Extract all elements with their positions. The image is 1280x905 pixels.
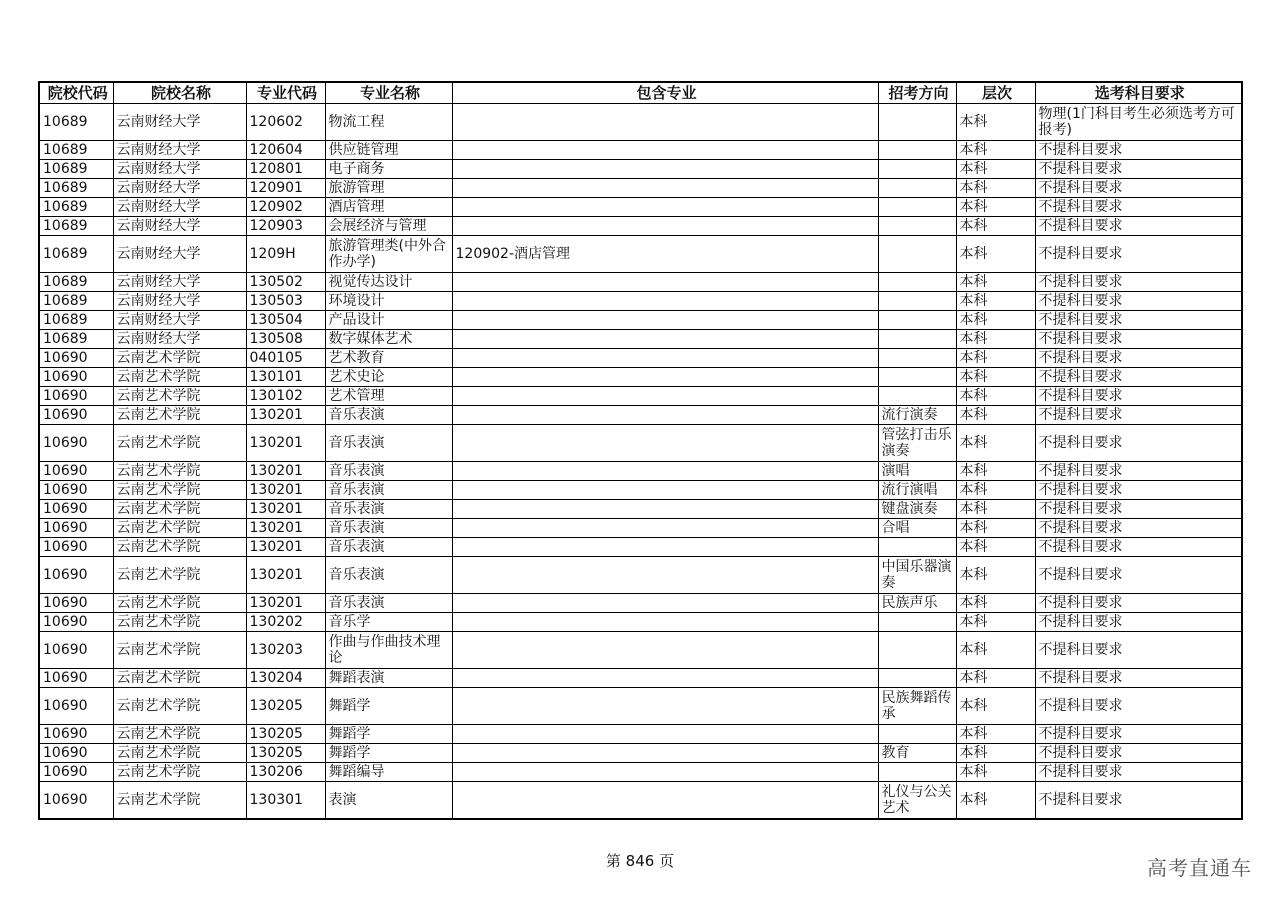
table-row [39, 744, 1242, 763]
cell-major-name: 旅游管理 [325, 179, 452, 198]
cell-direction [878, 311, 956, 330]
cell-included-majors [452, 613, 878, 632]
cell-subject-requirement: 不提科目要求 [1035, 669, 1242, 688]
col-header-school-name: 院校名称 [113, 82, 246, 104]
table-row [39, 462, 1242, 481]
cell-level: 本科 [956, 782, 1035, 820]
cell-major-name: 舞蹈学 [325, 688, 452, 725]
cell-direction [878, 273, 956, 292]
cell-subject-requirement: 不提科目要求 [1035, 632, 1242, 669]
cell-level: 本科 [956, 538, 1035, 557]
cell-level: 本科 [956, 519, 1035, 538]
cell-direction: 民族舞蹈传承 [878, 688, 956, 725]
table-row [39, 273, 1242, 292]
cell-major-code: 130502 [246, 273, 325, 292]
cell-direction [878, 217, 956, 236]
cell-subject-requirement: 物理(1门科目考生必须选考方可报考) [1035, 104, 1242, 141]
cell-subject-requirement: 不提科目要求 [1035, 179, 1242, 198]
cell-major-name: 环境设计 [325, 292, 452, 311]
cell-level: 本科 [956, 311, 1035, 330]
cell-major-name: 产品设计 [325, 311, 452, 330]
cell-direction [878, 368, 956, 387]
cell-major-code: 120901 [246, 179, 325, 198]
cell-direction: 演唱 [878, 462, 956, 481]
cell-school-code: 10689 [39, 330, 113, 349]
cell-school-name: 云南艺术学院 [113, 349, 246, 368]
cell-included-majors [452, 632, 878, 669]
table-row [39, 198, 1242, 217]
cell-direction: 合唱 [878, 519, 956, 538]
cell-school-code: 10690 [39, 557, 113, 594]
cell-major-name: 舞蹈学 [325, 744, 452, 763]
cell-subject-requirement: 不提科目要求 [1035, 763, 1242, 782]
cell-major-name: 数字媒体艺术 [325, 330, 452, 349]
cell-included-majors [452, 594, 878, 613]
cell-major-name: 音乐表演 [325, 406, 452, 425]
cell-school-name: 云南艺术学院 [113, 462, 246, 481]
cell-subject-requirement: 不提科目要求 [1035, 594, 1242, 613]
cell-major-name: 音乐学 [325, 613, 452, 632]
table-row [39, 613, 1242, 632]
cell-level: 本科 [956, 406, 1035, 425]
cell-major-code: 120903 [246, 217, 325, 236]
cell-subject-requirement: 不提科目要求 [1035, 406, 1242, 425]
table-row [39, 763, 1242, 782]
cell-school-name: 云南财经大学 [113, 273, 246, 292]
cell-major-code: 130201 [246, 557, 325, 594]
cell-school-code: 10690 [39, 744, 113, 763]
cell-subject-requirement: 不提科目要求 [1035, 311, 1242, 330]
cell-level: 本科 [956, 613, 1035, 632]
col-header-included-majors: 包含专业 [452, 82, 878, 104]
cell-included-majors [452, 160, 878, 179]
cell-direction [878, 669, 956, 688]
cell-school-name: 云南艺术学院 [113, 500, 246, 519]
col-header-school-code: 院校代码 [39, 82, 113, 104]
table-row [39, 594, 1242, 613]
cell-major-code: 120604 [246, 141, 325, 160]
cell-subject-requirement: 不提科目要求 [1035, 538, 1242, 557]
cell-subject-requirement: 不提科目要求 [1035, 782, 1242, 820]
cell-subject-requirement: 不提科目要求 [1035, 725, 1242, 744]
cell-school-name: 云南艺术学院 [113, 368, 246, 387]
cell-major-code: 130503 [246, 292, 325, 311]
cell-subject-requirement: 不提科目要求 [1035, 387, 1242, 406]
cell-included-majors [452, 141, 878, 160]
cell-school-name: 云南财经大学 [113, 160, 246, 179]
table-row [39, 104, 1242, 141]
cell-major-name: 音乐表演 [325, 519, 452, 538]
cell-major-code: 130203 [246, 632, 325, 669]
cell-major-code: 1209H [246, 236, 325, 273]
table-row [39, 688, 1242, 725]
cell-subject-requirement: 不提科目要求 [1035, 462, 1242, 481]
cell-major-name: 舞蹈学 [325, 725, 452, 744]
cell-major-code: 130504 [246, 311, 325, 330]
cell-school-code: 10689 [39, 104, 113, 141]
cell-school-code: 10689 [39, 160, 113, 179]
cell-school-code: 10690 [39, 725, 113, 744]
cell-major-name: 电子商务 [325, 160, 452, 179]
cell-level: 本科 [956, 198, 1035, 217]
cell-major-name: 酒店管理 [325, 198, 452, 217]
cell-school-name: 云南财经大学 [113, 179, 246, 198]
cell-included-majors [452, 782, 878, 820]
cell-direction: 中国乐器演奏 [878, 557, 956, 594]
cell-school-name: 云南艺术学院 [113, 406, 246, 425]
cell-direction [878, 179, 956, 198]
cell-included-majors [452, 538, 878, 557]
cell-major-code: 130201 [246, 425, 325, 462]
cell-school-code: 10690 [39, 594, 113, 613]
col-header-subject-requirement: 选考科目要求 [1035, 82, 1242, 104]
cell-major-code: 130301 [246, 782, 325, 820]
cell-major-code: 130205 [246, 688, 325, 725]
cell-direction: 民族声乐 [878, 594, 956, 613]
cell-major-code: 130508 [246, 330, 325, 349]
cell-direction [878, 292, 956, 311]
cell-included-majors [452, 330, 878, 349]
cell-school-code: 10690 [39, 481, 113, 500]
cell-school-code: 10690 [39, 387, 113, 406]
col-header-major-name: 专业名称 [325, 82, 452, 104]
cell-level: 本科 [956, 104, 1035, 141]
admission-table-container [38, 81, 1241, 820]
cell-school-code: 10689 [39, 198, 113, 217]
cell-subject-requirement: 不提科目要求 [1035, 349, 1242, 368]
cell-included-majors [452, 481, 878, 500]
cell-included-majors [452, 519, 878, 538]
cell-school-code: 10689 [39, 141, 113, 160]
cell-included-majors [452, 744, 878, 763]
cell-major-code: 040105 [246, 349, 325, 368]
cell-included-majors [452, 406, 878, 425]
cell-school-code: 10690 [39, 406, 113, 425]
cell-major-name: 表演 [325, 782, 452, 820]
cell-school-name: 云南财经大学 [113, 292, 246, 311]
table-row [39, 141, 1242, 160]
cell-major-code: 130201 [246, 519, 325, 538]
cell-direction [878, 387, 956, 406]
cell-school-name: 云南财经大学 [113, 217, 246, 236]
table-row [39, 217, 1242, 236]
cell-level: 本科 [956, 688, 1035, 725]
cell-major-name: 舞蹈表演 [325, 669, 452, 688]
cell-included-majors [452, 217, 878, 236]
cell-school-code: 10690 [39, 500, 113, 519]
cell-direction [878, 236, 956, 273]
cell-direction [878, 160, 956, 179]
page-number: 第 846 页 [605, 852, 675, 870]
cell-level: 本科 [956, 141, 1035, 160]
cell-direction [878, 330, 956, 349]
cell-subject-requirement: 不提科目要求 [1035, 557, 1242, 594]
cell-school-code: 10689 [39, 292, 113, 311]
cell-major-name: 物流工程 [325, 104, 452, 141]
cell-level: 本科 [956, 481, 1035, 500]
cell-major-name: 音乐表演 [325, 594, 452, 613]
cell-level: 本科 [956, 160, 1035, 179]
cell-school-name: 云南财经大学 [113, 236, 246, 273]
table-row [39, 387, 1242, 406]
cell-level: 本科 [956, 462, 1035, 481]
cell-school-code: 10689 [39, 179, 113, 198]
cell-direction: 教育 [878, 744, 956, 763]
cell-major-code: 130204 [246, 669, 325, 688]
cell-level: 本科 [956, 330, 1035, 349]
cell-direction [878, 538, 956, 557]
cell-direction [878, 632, 956, 669]
cell-major-code: 120801 [246, 160, 325, 179]
cell-direction: 流行演唱 [878, 481, 956, 500]
cell-direction [878, 198, 956, 217]
cell-direction [878, 763, 956, 782]
cell-school-name: 云南财经大学 [113, 311, 246, 330]
cell-included-majors [452, 387, 878, 406]
cell-included-majors [452, 669, 878, 688]
cell-subject-requirement: 不提科目要求 [1035, 273, 1242, 292]
cell-level: 本科 [956, 387, 1035, 406]
cell-school-code: 10690 [39, 688, 113, 725]
cell-included-majors [452, 179, 878, 198]
cell-included-majors [452, 462, 878, 481]
cell-subject-requirement: 不提科目要求 [1035, 688, 1242, 725]
cell-level: 本科 [956, 349, 1035, 368]
table-row [39, 481, 1242, 500]
cell-school-code: 10690 [39, 763, 113, 782]
cell-major-code: 130201 [246, 500, 325, 519]
cell-major-code: 130205 [246, 725, 325, 744]
cell-level: 本科 [956, 425, 1035, 462]
cell-included-majors: 120902-酒店管理 [452, 236, 878, 273]
table-row [39, 538, 1242, 557]
cell-school-name: 云南艺术学院 [113, 688, 246, 725]
cell-major-code: 130201 [246, 594, 325, 613]
cell-major-name: 作曲与作曲技术理论 [325, 632, 452, 669]
cell-major-code: 130201 [246, 406, 325, 425]
cell-level: 本科 [956, 368, 1035, 387]
cell-school-name: 云南艺术学院 [113, 744, 246, 763]
cell-direction [878, 613, 956, 632]
cell-included-majors [452, 292, 878, 311]
cell-school-code: 10690 [39, 538, 113, 557]
table-row [39, 179, 1242, 198]
cell-major-code: 130205 [246, 744, 325, 763]
cell-subject-requirement: 不提科目要求 [1035, 481, 1242, 500]
table-row [39, 669, 1242, 688]
cell-major-code: 130201 [246, 481, 325, 500]
cell-major-name: 会展经济与管理 [325, 217, 452, 236]
table-row [39, 632, 1242, 669]
cell-major-name: 音乐表演 [325, 557, 452, 594]
cell-subject-requirement: 不提科目要求 [1035, 217, 1242, 236]
cell-school-name: 云南财经大学 [113, 141, 246, 160]
cell-included-majors [452, 425, 878, 462]
table-row [39, 406, 1242, 425]
admission-table [38, 81, 1243, 820]
table-row [39, 349, 1242, 368]
cell-level: 本科 [956, 669, 1035, 688]
cell-major-name: 音乐表演 [325, 462, 452, 481]
cell-direction [878, 104, 956, 141]
cell-level: 本科 [956, 500, 1035, 519]
cell-major-name: 艺术教育 [325, 349, 452, 368]
cell-subject-requirement: 不提科目要求 [1035, 236, 1242, 273]
table-row [39, 160, 1242, 179]
cell-included-majors [452, 104, 878, 141]
cell-major-name: 供应链管理 [325, 141, 452, 160]
watermark-logo: 高考直通车 [1147, 856, 1252, 880]
cell-included-majors [452, 273, 878, 292]
cell-school-code: 10690 [39, 613, 113, 632]
cell-school-code: 10690 [39, 368, 113, 387]
cell-major-name: 艺术管理 [325, 387, 452, 406]
cell-included-majors [452, 198, 878, 217]
cell-level: 本科 [956, 217, 1035, 236]
table-row [39, 725, 1242, 744]
table-row [39, 236, 1242, 273]
cell-level: 本科 [956, 273, 1035, 292]
cell-school-name: 云南财经大学 [113, 104, 246, 141]
cell-direction [878, 725, 956, 744]
cell-level: 本科 [956, 725, 1035, 744]
cell-school-code: 10689 [39, 217, 113, 236]
table-row [39, 311, 1242, 330]
cell-major-name: 音乐表演 [325, 425, 452, 462]
col-header-direction: 招考方向 [878, 82, 956, 104]
cell-school-name: 云南艺术学院 [113, 481, 246, 500]
col-header-level: 层次 [956, 82, 1035, 104]
cell-school-code: 10689 [39, 273, 113, 292]
cell-major-code: 130102 [246, 387, 325, 406]
cell-level: 本科 [956, 744, 1035, 763]
cell-major-code: 130202 [246, 613, 325, 632]
table-row [39, 425, 1242, 462]
cell-subject-requirement: 不提科目要求 [1035, 368, 1242, 387]
cell-school-name: 云南艺术学院 [113, 613, 246, 632]
cell-major-code: 130201 [246, 462, 325, 481]
cell-school-name: 云南艺术学院 [113, 725, 246, 744]
header-row [39, 82, 1242, 104]
cell-major-code: 120602 [246, 104, 325, 141]
table-row [39, 557, 1242, 594]
cell-school-code: 10690 [39, 349, 113, 368]
cell-school-code: 10690 [39, 519, 113, 538]
cell-included-majors [452, 349, 878, 368]
cell-level: 本科 [956, 292, 1035, 311]
cell-subject-requirement: 不提科目要求 [1035, 330, 1242, 349]
cell-subject-requirement: 不提科目要求 [1035, 519, 1242, 538]
cell-direction [878, 141, 956, 160]
cell-included-majors [452, 311, 878, 330]
cell-school-code: 10690 [39, 462, 113, 481]
cell-level: 本科 [956, 632, 1035, 669]
cell-included-majors [452, 688, 878, 725]
table-row [39, 519, 1242, 538]
cell-included-majors [452, 368, 878, 387]
cell-school-name: 云南艺术学院 [113, 538, 246, 557]
cell-subject-requirement: 不提科目要求 [1035, 613, 1242, 632]
cell-level: 本科 [956, 179, 1035, 198]
cell-direction: 流行演奏 [878, 406, 956, 425]
cell-school-name: 云南艺术学院 [113, 763, 246, 782]
cell-major-code: 130206 [246, 763, 325, 782]
table-row [39, 500, 1242, 519]
cell-level: 本科 [956, 236, 1035, 273]
cell-major-name: 旅游管理类(中外合作办学) [325, 236, 452, 273]
table-row [39, 330, 1242, 349]
cell-direction: 礼仪与公关艺术 [878, 782, 956, 820]
cell-school-code: 10690 [39, 425, 113, 462]
cell-school-name: 云南艺术学院 [113, 519, 246, 538]
cell-subject-requirement: 不提科目要求 [1035, 198, 1242, 217]
cell-major-code: 120902 [246, 198, 325, 217]
cell-school-name: 云南艺术学院 [113, 782, 246, 820]
cell-major-name: 音乐表演 [325, 538, 452, 557]
cell-level: 本科 [956, 594, 1035, 613]
table-row [39, 368, 1242, 387]
col-header-major-code: 专业代码 [246, 82, 325, 104]
cell-direction [878, 349, 956, 368]
cell-direction: 键盘演奏 [878, 500, 956, 519]
cell-school-code: 10690 [39, 632, 113, 669]
cell-school-code: 10689 [39, 311, 113, 330]
table-body [39, 104, 1242, 820]
cell-subject-requirement: 不提科目要求 [1035, 500, 1242, 519]
cell-major-name: 舞蹈编导 [325, 763, 452, 782]
cell-major-name: 艺术史论 [325, 368, 452, 387]
cell-major-name: 音乐表演 [325, 500, 452, 519]
cell-subject-requirement: 不提科目要求 [1035, 425, 1242, 462]
cell-school-name: 云南艺术学院 [113, 557, 246, 594]
cell-school-name: 云南艺术学院 [113, 387, 246, 406]
cell-major-code: 130101 [246, 368, 325, 387]
cell-school-name: 云南财经大学 [113, 330, 246, 349]
cell-major-code: 130201 [246, 538, 325, 557]
cell-school-name: 云南艺术学院 [113, 425, 246, 462]
table-row [39, 782, 1242, 820]
cell-included-majors [452, 500, 878, 519]
cell-subject-requirement: 不提科目要求 [1035, 744, 1242, 763]
cell-subject-requirement: 不提科目要求 [1035, 160, 1242, 179]
cell-subject-requirement: 不提科目要求 [1035, 292, 1242, 311]
cell-school-name: 云南艺术学院 [113, 669, 246, 688]
cell-school-code: 10690 [39, 782, 113, 820]
cell-included-majors [452, 763, 878, 782]
cell-major-name: 音乐表演 [325, 481, 452, 500]
cell-level: 本科 [956, 763, 1035, 782]
cell-subject-requirement: 不提科目要求 [1035, 141, 1242, 160]
cell-school-code: 10689 [39, 236, 113, 273]
cell-school-code: 10690 [39, 669, 113, 688]
table-row [39, 292, 1242, 311]
cell-level: 本科 [956, 557, 1035, 594]
cell-major-name: 视觉传达设计 [325, 273, 452, 292]
cell-school-name: 云南艺术学院 [113, 632, 246, 669]
cell-school-name: 云南财经大学 [113, 198, 246, 217]
cell-school-name: 云南艺术学院 [113, 594, 246, 613]
cell-included-majors [452, 557, 878, 594]
cell-included-majors [452, 725, 878, 744]
cell-direction: 管弦打击乐演奏 [878, 425, 956, 462]
